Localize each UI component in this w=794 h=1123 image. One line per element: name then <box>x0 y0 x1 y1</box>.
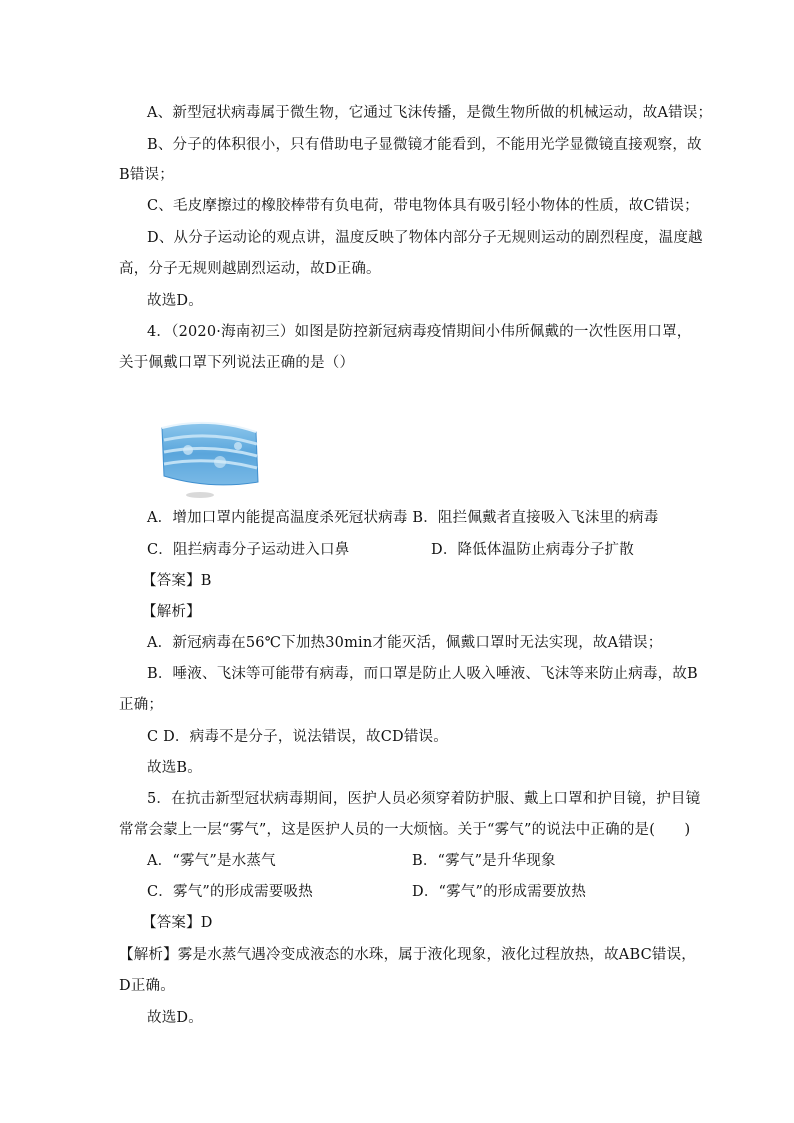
question-5-answer: 【答案】D <box>142 915 213 931</box>
question-4-option-c: C．阻拦病毒分子运动进入口鼻 <box>147 542 350 558</box>
question-4-stem: 4．（2020·海南初三）如图是防控新冠病毒疫情期间小伟所佩戴的一次性医用口罩， <box>147 324 692 340</box>
explanation-line-a: A、新型冠状病毒属于微生物，它通过飞沫传播，是微生物所做的机械运动，故A错误； <box>147 105 713 121</box>
question-4-analysis-b: B．唾液、飞沫等可能带有病毒，而口罩是防止人吸入唾液、飞沫等来防止病毒，故B <box>147 666 698 682</box>
question-4-answer: 【答案】B <box>142 573 212 589</box>
question-5-option-b: B．“雾气”是升华现象 <box>412 853 556 869</box>
explanation-line-b-cont: B错误； <box>119 167 174 183</box>
question-4-analysis-cd: C D．病毒不是分子，说法错误，故CD错误。 <box>147 729 448 745</box>
explanation-line-c: C、毛皮摩擦过的橡胶棒带有负电荷，带电物体具有吸引轻小物体的性质，故C错误； <box>147 198 699 214</box>
question-4-option-d: D．降低体温防止病毒分子扩散 <box>431 542 634 558</box>
question-5-selection: 故选D。 <box>147 1010 203 1026</box>
explanation-line-b: B、分子的体积很小，只有借助电子显微镜才能看到，不能用光学显微镜直接观察，故 <box>147 137 702 153</box>
question-5-option-c: C．雾气”的形成需要吸热 <box>147 884 313 900</box>
question-5-option-d: D．“雾气”的形成需要放热 <box>412 884 587 900</box>
question-5-stem: 5．在抗击新型冠状病毒期间，医护人员必须穿着防护服、戴上口罩和护目镜，护目镜 <box>147 791 701 807</box>
answer-choice-line: 故选D。 <box>147 293 203 309</box>
question-5-option-a: A．“雾气”是水蒸气 <box>147 853 276 869</box>
question-4-selection: 故选B。 <box>147 760 202 776</box>
question-4-analysis-b-cont: 正确； <box>119 697 164 713</box>
question-4-stem-cont: 关于佩戴口罩下列说法正确的是（） <box>119 355 355 371</box>
question-4-analysis-a: A．新冠病毒在56℃下加热30min才能灭活，佩戴口罩时无法实现，故A错误； <box>147 635 663 651</box>
question-4-analysis-heading: 【解析】 <box>142 604 201 620</box>
explanation-line-d-cont: 高，分子无规则越剧烈运动，故D正确。 <box>119 261 381 277</box>
question-5-analysis: 【解析】雾是水蒸气遇冷变成液态的水珠，属于液化现象，液化过程放热，故ABC错误， <box>119 947 696 963</box>
explanation-line-d: D、从分子运动论的观点讲，温度反映了物体内部分子无规则运动的剧烈程度，温度越 <box>147 230 703 246</box>
question-5-analysis-cont: D正确。 <box>119 978 175 994</box>
surgical-mask-image <box>158 410 268 502</box>
question-5-stem-cont: 常常会蒙上一层“雾气”，这是医护人员的一大烦恼。关于“雾气”的说法中正确的是( ) <box>119 822 691 838</box>
question-4-options-ab: A．增加口罩内能提高温度杀死冠状病毒 B．阻拦佩戴者直接吸入飞沫里的病毒 <box>147 510 659 526</box>
